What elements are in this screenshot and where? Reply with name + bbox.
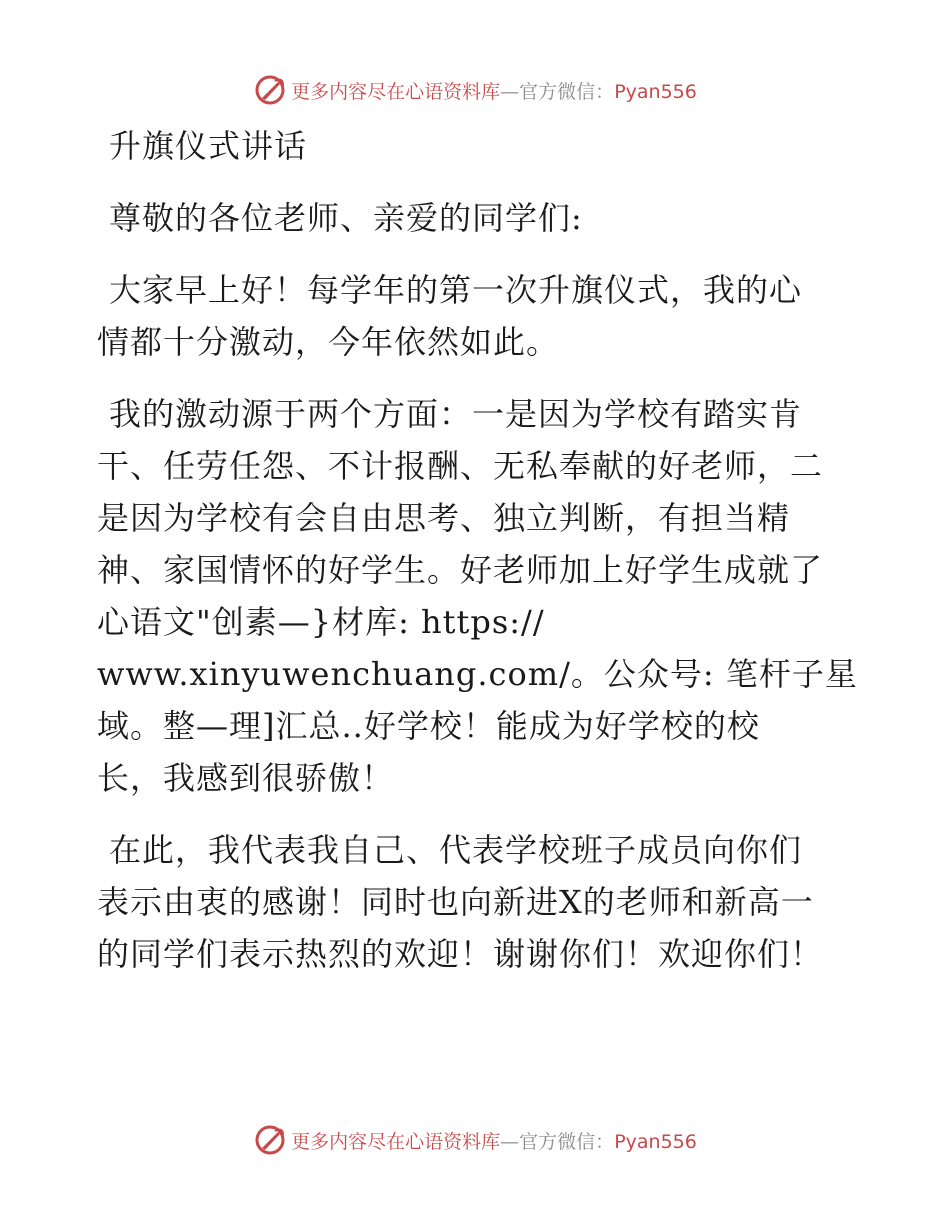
paragraph-line: 在此，我代表我自己、代表学校班子成员向你们 xyxy=(109,831,803,869)
paragraph-line: 的同学们表示热烈的欢迎！谢谢你们！欢迎你们！ xyxy=(97,935,824,973)
paragraph-line: 域。整—理]汇总..好学校！能成为好学校的校 xyxy=(97,707,760,745)
banner-wechat-id: Pyan556 xyxy=(614,1130,697,1153)
banner-official-label: 官方微信： xyxy=(519,1130,615,1153)
banner-separator: — xyxy=(500,80,520,103)
footer-banner xyxy=(0,1120,950,1160)
banner-main-text: 更多内容尽在心语资料库 xyxy=(291,80,501,103)
banner-separator: — xyxy=(500,1130,520,1153)
paragraph-line: 长，我感到很骄傲！ xyxy=(97,759,395,797)
banner-wechat-id: Pyan556 xyxy=(614,80,697,103)
banner-text xyxy=(291,77,697,104)
paragraph-line: 干、任劳任怨、不计报酬、无私奉献的好老师，二 xyxy=(97,447,824,485)
quill-logo-icon xyxy=(253,1123,287,1157)
header-banner xyxy=(0,70,950,110)
paragraph-line: 情都十分激动，今年依然如此。 xyxy=(97,323,560,361)
paragraph-line: 表示由衷的感谢！同时也向新进X的老师和新高一 xyxy=(97,883,814,921)
document-greeting: 尊敬的各位老师、亲爱的同学们: xyxy=(109,199,583,237)
banner-official-label: 官方微信： xyxy=(519,80,615,103)
banner-text xyxy=(291,1127,697,1154)
paragraph-line: 大家早上好！每学年的第一次升旗仪式，我的心 xyxy=(109,271,803,309)
paragraph-line: 我的激动源于两个方面：一是因为学校有踏实肯 xyxy=(109,395,803,433)
banner-main-text: 更多内容尽在心语资料库 xyxy=(291,1130,501,1153)
paragraph-line: www.xinyuwenchuang.com/。公众号: 笔杆子星 xyxy=(97,655,858,693)
paragraph-line: 是因为学校有会自由思考、独立判断，有担当精 xyxy=(97,499,791,537)
document-title: 升旗仪式讲话 xyxy=(109,127,308,165)
document-body xyxy=(97,120,857,1000)
quill-logo-icon xyxy=(253,73,287,107)
paragraph-3 xyxy=(97,824,857,980)
paragraph-2 xyxy=(97,388,857,804)
paragraph-1 xyxy=(97,264,857,368)
paragraph-line: 心语文"创素—}材库: https:// xyxy=(97,603,545,641)
paragraph-line: 神、家国情怀的好学生。好老师加上好学生成就了 xyxy=(97,551,824,589)
